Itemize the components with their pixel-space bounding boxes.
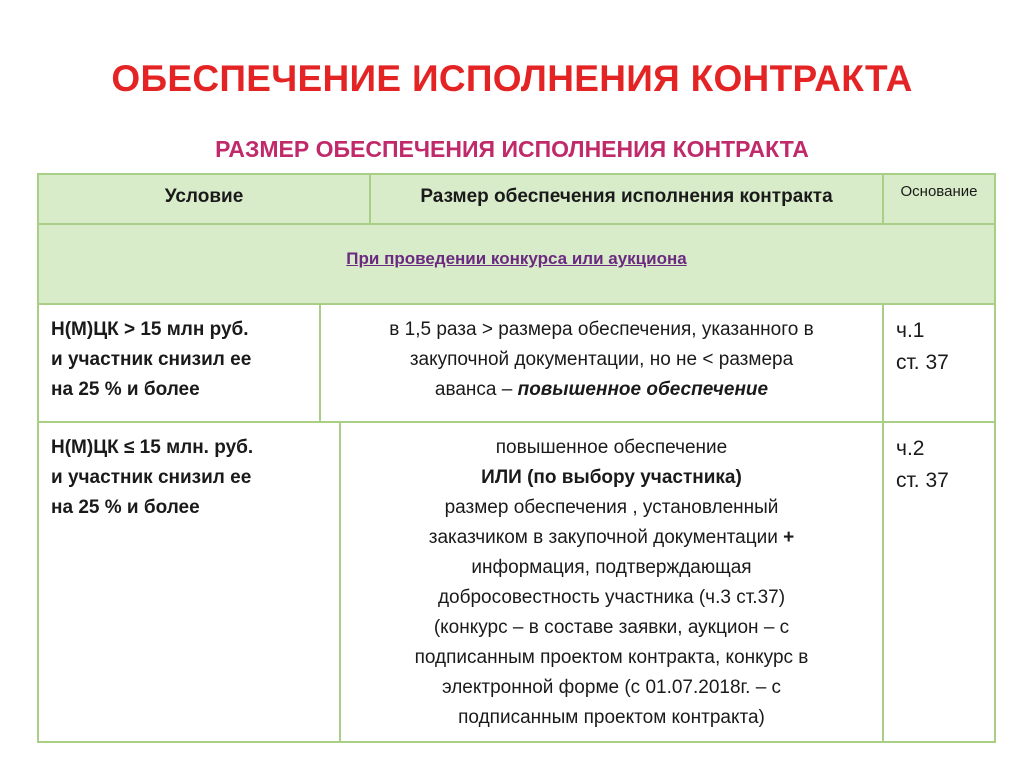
row2-size-line: электронной форме (с 01.07.2018г. – с — [441, 677, 782, 698]
row2-condition-line: Н(М)ЦК ≤ 15 млн. руб. — [51, 437, 254, 458]
row1-condition-line: на 25 % и более — [51, 379, 200, 400]
row1-basis-line: ст. 37 — [896, 351, 949, 374]
row1-condition-line: и участник снизил ее — [51, 349, 252, 370]
row1-size-line: закупочной документации, но не < размера — [409, 349, 794, 370]
section-row — [39, 223, 994, 303]
row2-basis — [882, 421, 994, 741]
page-subtitle: РАЗМЕР ОБЕСПЕЧЕНИЯ ИСПОЛНЕНИЯ КОНТРАКТА — [215, 136, 809, 162]
contract-security-table — [37, 173, 996, 743]
header-size-label: Размер обеспечения исполнения контракта — [420, 186, 833, 207]
header-size — [369, 175, 882, 223]
row1-size-line — [321, 375, 882, 405]
row2-condition-line: и участник снизил ее — [51, 467, 252, 488]
row2-size-line: информация, подтверждающая — [471, 557, 752, 578]
row2-condition — [39, 421, 339, 741]
row2-size-line: ИЛИ (по выбору участника) — [481, 467, 742, 488]
row2-basis-line: ст. 37 — [896, 469, 949, 492]
row2-size-line: подписанным проектом контракта) — [458, 707, 765, 728]
row1-condition-line: Н(М)ЦК > 15 млн руб. — [51, 319, 249, 340]
row1-size-emphasis: повышенное обеспечение — [517, 379, 769, 400]
row1-condition — [39, 303, 319, 421]
row1-size-line: в 1,5 раза > размера обеспечения, указанного в — [389, 319, 814, 340]
row2-basis-line: ч.2 — [896, 437, 925, 460]
header-condition-label: Условие — [164, 186, 244, 207]
row1-basis-line: ч.1 — [896, 319, 925, 342]
row1-size-prefix: аванса – — [434, 379, 518, 400]
row2-size-line: повышенное обеспечение — [495, 437, 728, 458]
section-title: При проведении конкурса или аукциона — [346, 249, 687, 268]
row2-size-line: (конкурс – в составе заявки, аукцион – с — [433, 617, 790, 638]
row2-size-line — [341, 523, 882, 553]
page-title: ОБЕСПЕЧЕНИЕ ИСПОЛНЕНИЯ КОНТРАКТА — [111, 58, 913, 99]
header-basis — [882, 175, 994, 223]
row2-size-text: заказчиком в закупочной документации — [428, 527, 784, 548]
row2-size-line: размер обеспечения , установленный — [444, 497, 779, 518]
header-basis-label: Основание — [900, 183, 978, 200]
row1-size — [319, 303, 882, 421]
row2-size-line: добросовестность участника (ч.3 ст.37) — [437, 587, 786, 608]
row2-size-plus: + — [783, 527, 795, 548]
row2-size-line: подписанным проектом контракта, конкурс в — [414, 647, 809, 668]
row2-condition-line: на 25 % и более — [51, 497, 200, 518]
row1-basis — [882, 303, 994, 421]
row2-size — [339, 421, 882, 741]
header-condition — [39, 175, 369, 223]
